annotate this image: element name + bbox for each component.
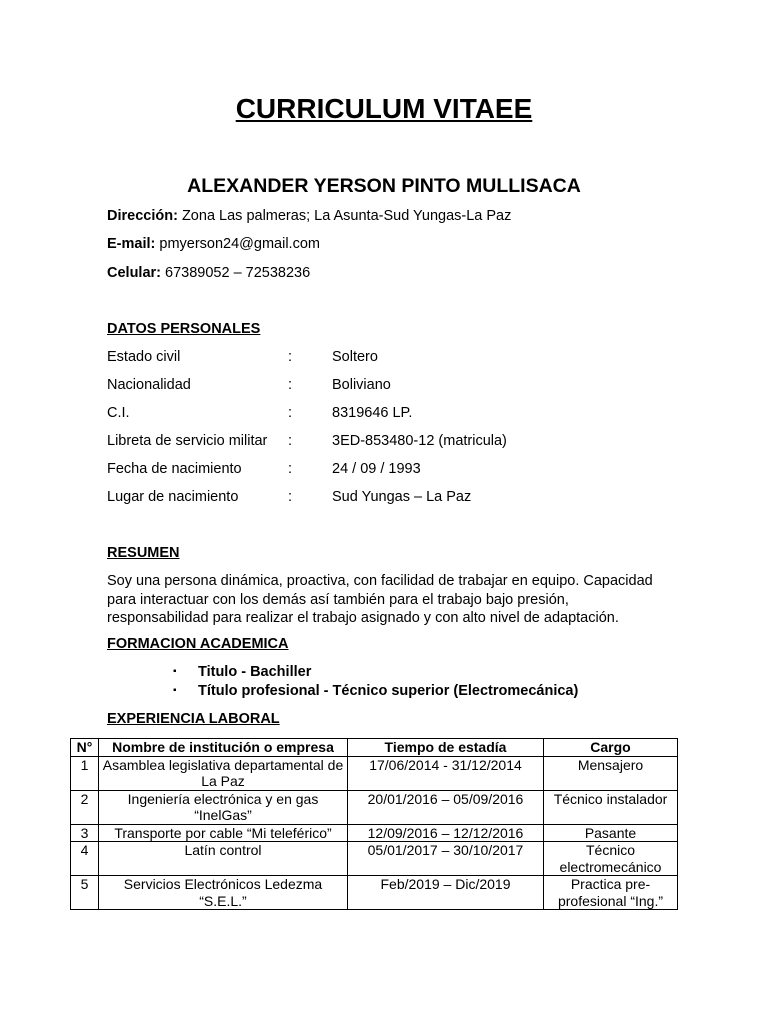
address-line bbox=[107, 207, 511, 225]
personal-sep: : bbox=[288, 349, 293, 365]
personal-row bbox=[107, 404, 667, 422]
personal-data-heading: DATOS PERSONALES bbox=[107, 321, 261, 337]
table-row bbox=[71, 824, 678, 842]
table-row bbox=[71, 756, 678, 790]
personal-sep: : bbox=[288, 433, 293, 449]
cell-number: 1 bbox=[71, 756, 99, 790]
cell-position: Practica pre-profesional “Ing.” bbox=[544, 876, 678, 910]
education-heading: FORMACION ACADEMICA bbox=[107, 636, 289, 652]
cell-position: Técnico electromecánico bbox=[544, 842, 678, 876]
bullet-icon: ▪ bbox=[173, 666, 177, 677]
personal-key: Libreta de servicio militar bbox=[107, 433, 268, 449]
cell-institution: Ingeniería electrónica y en gas “InelGas” bbox=[99, 790, 348, 824]
experience-heading: EXPERIENCIA LABORAL bbox=[107, 711, 280, 727]
document-title: CURRICULUM VITAEE bbox=[235, 93, 533, 124]
education-item bbox=[173, 663, 643, 681]
email-line bbox=[107, 235, 320, 253]
personal-sep: : bbox=[288, 405, 293, 421]
personal-value: 8319646 LP. bbox=[332, 405, 413, 421]
phone-value: 67389052 – 72538236 bbox=[165, 265, 311, 281]
personal-value: Boliviano bbox=[332, 377, 391, 393]
personal-sep: : bbox=[288, 461, 293, 477]
personal-key: C.I. bbox=[107, 405, 130, 421]
personal-value: Sud Yungas – La Paz bbox=[332, 489, 472, 505]
cell-institution: Asamblea legislativa departamental de La Paz bbox=[99, 756, 348, 790]
table-row bbox=[71, 842, 678, 876]
cell-number: 2 bbox=[71, 790, 99, 824]
candidate-name: ALEXANDER YERSON PINTO MULLISACA bbox=[187, 175, 581, 197]
personal-key: Fecha de nacimiento bbox=[107, 461, 242, 477]
column-header-number: N° bbox=[71, 739, 99, 757]
experience-table bbox=[70, 738, 678, 910]
column-header-period: Tiempo de estadía bbox=[348, 739, 544, 757]
personal-key: Estado civil bbox=[107, 349, 181, 365]
table-row bbox=[71, 876, 678, 910]
cell-period: 20/01/2016 – 05/09/2016 bbox=[348, 790, 544, 824]
personal-row bbox=[107, 348, 667, 366]
education-item-text: Titulo - Bachiller bbox=[198, 664, 312, 680]
personal-row bbox=[107, 460, 667, 478]
cell-institution: Servicios Electrónicos Ledezma “S.E.L.” bbox=[99, 876, 348, 910]
bullet-icon: ▪ bbox=[173, 685, 177, 696]
cell-position: Pasante bbox=[544, 824, 678, 842]
cell-period: 17/06/2014 - 31/12/2014 bbox=[348, 756, 544, 790]
email-label: E-mail: bbox=[107, 236, 156, 252]
cell-position: Mensajero bbox=[544, 756, 678, 790]
address-label: Dirección: bbox=[107, 208, 178, 224]
personal-sep: : bbox=[288, 377, 293, 393]
summary-heading: RESUMEN bbox=[107, 545, 180, 561]
personal-value: 3ED-853480-12 (matricula) bbox=[332, 433, 507, 449]
summary-text: Soy una persona dinámica, proactiva, con facilidad de trabajar en equipo. Capacidad para interactuar con los demás así también para el trabajo bajo presión, responsabilidad para realizar el trabajo asignado y con alto nivel de adaptación. bbox=[107, 573, 653, 626]
cell-period: 12/09/2016 – 12/12/2016 bbox=[348, 824, 544, 842]
education-item-text: Título profesional - Técnico superior (Electromecánica) bbox=[198, 683, 579, 699]
personal-value: Soltero bbox=[332, 349, 378, 365]
cell-number: 5 bbox=[71, 876, 99, 910]
cell-period: Feb/2019 – Dic/2019 bbox=[348, 876, 544, 910]
cell-institution: Transporte por cable “Mi teleférico” bbox=[99, 824, 348, 842]
personal-sep: : bbox=[288, 489, 293, 505]
cell-number: 3 bbox=[71, 824, 99, 842]
phone-line bbox=[107, 264, 310, 282]
personal-key: Nacionalidad bbox=[107, 377, 191, 393]
personal-value: 24 / 09 / 1993 bbox=[332, 461, 421, 477]
cell-period: 05/01/2017 – 30/10/2017 bbox=[348, 842, 544, 876]
cell-position: Técnico instalador bbox=[544, 790, 678, 824]
table-header-row bbox=[71, 739, 678, 757]
email-value: pmyerson24@gmail.com bbox=[159, 236, 320, 252]
education-item bbox=[173, 682, 643, 700]
address-value: Zona Las palmeras; La Asunta-Sud Yungas-La Paz bbox=[181, 208, 512, 224]
phone-label: Celular: bbox=[107, 265, 161, 281]
personal-key: Lugar de nacimiento bbox=[107, 489, 239, 505]
personal-row bbox=[107, 432, 667, 450]
cell-institution: Latín control bbox=[99, 842, 348, 876]
table-row bbox=[71, 790, 678, 824]
personal-row bbox=[107, 488, 667, 506]
column-header-institution: Nombre de institución o empresa bbox=[99, 739, 348, 757]
cell-number: 4 bbox=[71, 842, 99, 876]
column-header-position: Cargo bbox=[544, 739, 678, 757]
personal-row bbox=[107, 376, 667, 394]
